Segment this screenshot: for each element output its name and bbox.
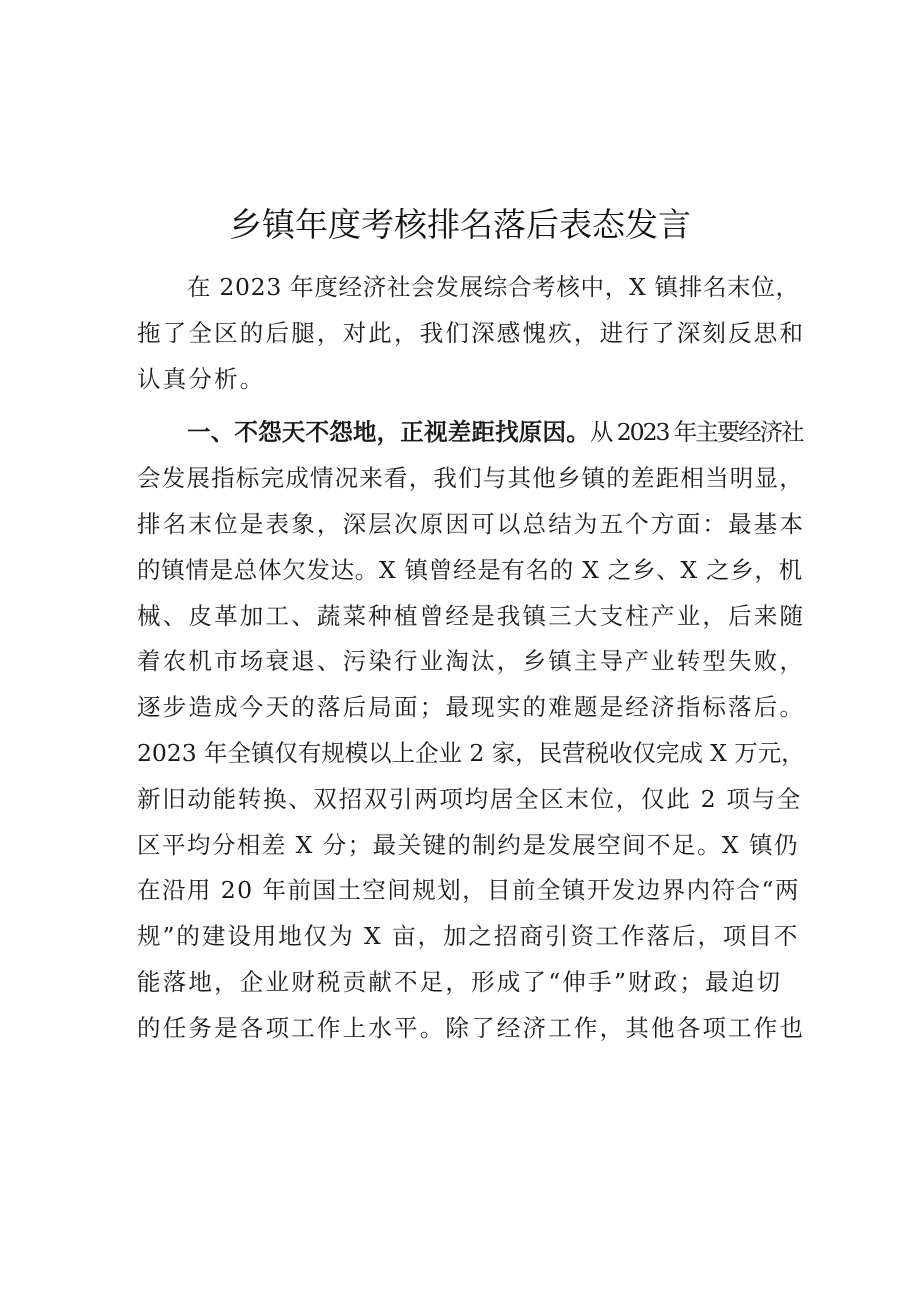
paragraph-line: 规”的建设用地仅为 X 亩，加之招商引资工作落后，项目不 xyxy=(137,922,800,951)
paragraph-line: 械、皮革加工、蔬菜种植曾经是我镇三大支柱产业，后来随 xyxy=(137,601,806,630)
paragraph-line: 排名末位是表象，深层次原因可以总结为五个方面：最基本 xyxy=(137,509,806,538)
paragraph-first-line xyxy=(137,410,805,456)
paragraph-line: 区平均分相差 X 分；最关键的制约是发展空间不足。X 镇仍 xyxy=(137,830,799,859)
section-heading: 一、不怨天不怨地，正视差距找原因。 xyxy=(187,418,590,447)
paragraph-line: 拖了全区的后腿，对此，我们深感愧疚，进行了深刻反思和 xyxy=(137,318,806,347)
paragraph-line: 的镇情是总体欠发达。X 镇曾经是有名的 X 之乡、X 之乡，机 xyxy=(137,555,803,584)
paragraph-line: 会发展指标完成情况来看，我们与其他乡镇的差距相当明显， xyxy=(137,464,804,493)
paragraph-line: 着农机市场衰退、污染行业淘汰，乡镇主导产业转型失败， xyxy=(137,647,806,676)
paragraph-line: 认真分析。 xyxy=(137,364,266,393)
paragraph-line: 的任务是各项工作上水平。除了经济工作，其他各项工作也 xyxy=(137,1013,806,1042)
document-body xyxy=(137,265,805,1052)
paragraph-line: 新旧动能转换、双招双引两项均居全区末位，仅此 2 项与全 xyxy=(137,784,802,813)
document-title: 乡镇年度考核排名落后表态发言 xyxy=(229,205,691,244)
paragraph-line: 在沿用 20 年前国土空间规划，目前全镇开发边界内符合“两 xyxy=(137,876,800,905)
paragraph-line: 能落地，企业财税贡献不足，形成了“伸手”财政；最迫切 xyxy=(137,967,783,996)
paragraph-line-rest: 从 2023 年主要经济社 xyxy=(589,418,803,447)
paragraph-line: 逐步造成今天的落后局面；最现实的难题是经济指标落后。 xyxy=(137,693,806,722)
paragraph-line: 在 2023 年度经济社会发展综合考核中，X 镇排名末位， xyxy=(187,273,800,301)
paragraph-line: 2023 年全镇仅有规模以上企业 2 家，民营税收仅完成 X 万元， xyxy=(137,738,805,767)
